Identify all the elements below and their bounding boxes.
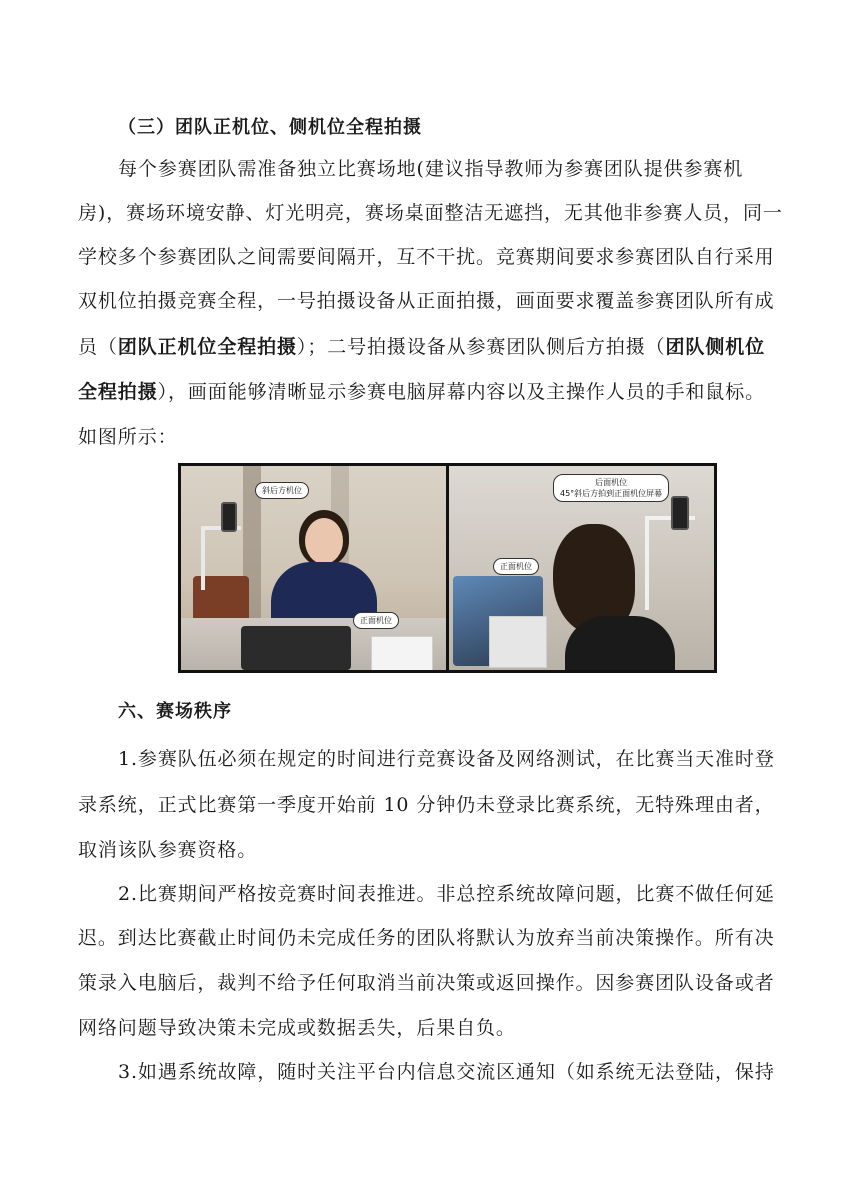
front-view-photo bbox=[181, 466, 446, 670]
camera-label bbox=[553, 474, 669, 502]
camera-label: 正面机位 bbox=[493, 558, 539, 575]
phone-camera bbox=[671, 496, 689, 530]
text-run: ），画面能够清晰显示参赛电脑屏幕内容以及主操作人员的手和鼠标。 bbox=[157, 381, 766, 403]
phone-camera bbox=[221, 502, 237, 532]
camera-label-line: 后面机位 bbox=[595, 478, 628, 487]
paragraph-line bbox=[78, 378, 778, 406]
paragraph-line: 1.参赛队伍必须在规定的时间进行竞赛设备及网络测试，在比赛当天准时登 bbox=[118, 748, 775, 770]
paragraph-line: 取消该队参赛资格。 bbox=[78, 839, 258, 861]
paragraph-line: 每个参赛团队需准备独立比赛场地(建议指导教师为参赛团队提供参赛机 bbox=[118, 158, 744, 180]
laptop bbox=[241, 626, 351, 670]
paragraph-line: 2.比赛期间严格按竞赛时间表推进。非总控系统故障问题，比赛不做任何延 bbox=[118, 883, 775, 905]
paragraph-line: 学校多个参赛团队之间需要间隔开，互不干扰。竞赛期间要求参赛团队自行采用 bbox=[78, 246, 775, 268]
bold-text-run: 团队侧机位 bbox=[665, 336, 766, 358]
person-body bbox=[565, 616, 675, 670]
paragraph-line: 录系统，正式比赛第一季度开始前 10 分钟仍未登录比赛系统，无特殊理由者， bbox=[78, 794, 775, 816]
paper-sheet bbox=[489, 616, 547, 668]
paragraph-line: 迟。到达比赛截止时间仍未完成任务的团队将默认为放弃当前决策操作。所有决 bbox=[78, 927, 775, 949]
tripod bbox=[201, 526, 241, 590]
rear-view-photo bbox=[449, 466, 714, 670]
paragraph-line: 双机位拍摄竞赛全程，一号拍摄设备从正面拍摄，画面要求覆盖参赛团队所有成 bbox=[78, 290, 775, 312]
camera-label: 斜后方机位 bbox=[255, 482, 309, 499]
paragraph-line: 策录入电脑后，裁判不给予任何取消当前决策或返回操作。因参赛团队设备或者 bbox=[78, 972, 775, 994]
paragraph-line bbox=[78, 333, 778, 361]
camera-setup-photo bbox=[178, 463, 717, 673]
bold-text-run: 全程拍摄 bbox=[78, 381, 158, 403]
section-heading: （三）团队正机位、侧机位全程拍摄 bbox=[118, 117, 422, 138]
bold-text-run: 团队正机位全程拍摄 bbox=[117, 336, 297, 358]
text-run: 员（ bbox=[78, 336, 118, 358]
text-run: ）；二号拍摄设备从参赛团队侧后方拍摄（ bbox=[296, 336, 666, 358]
person-face bbox=[305, 518, 343, 564]
paragraph-line: 3.如遇系统故障，随时关注平台内信息交流区通知（如系统无法登陆，保持 bbox=[118, 1061, 775, 1083]
paragraph-line: 网络问题导致决策未完成或数据丢失，后果自负。 bbox=[78, 1017, 516, 1039]
paper-sheet bbox=[371, 636, 433, 670]
tripod bbox=[645, 516, 695, 610]
paragraph-line: 房)，赛场环境安静、灯光明亮，赛场桌面整洁无遮挡，无其他非参赛人员，同一 bbox=[78, 202, 783, 224]
paragraph-line: 如图所示： bbox=[78, 426, 178, 448]
camera-label: 正面机位 bbox=[353, 612, 399, 629]
camera-label-line: 45°斜后方拍到正面机位屏幕 bbox=[560, 489, 663, 498]
section-heading: 六、赛场秩序 bbox=[118, 701, 232, 722]
